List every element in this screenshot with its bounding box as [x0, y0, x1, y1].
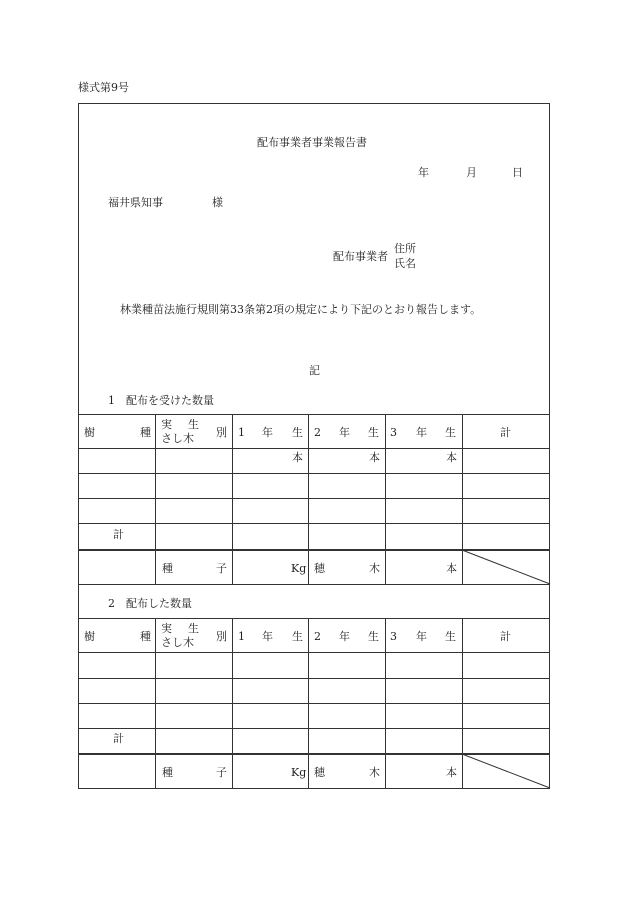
- s1-scion-label-1: 穂: [314, 562, 325, 575]
- s2-header-year3-num: 3: [390, 630, 397, 643]
- name-label: 氏名: [394, 257, 416, 270]
- s2-header-year2-nen: 年: [339, 630, 350, 643]
- s2-header-type-top-1: 実: [161, 622, 172, 635]
- s1-header-type-top-1: 実: [161, 418, 172, 431]
- s1-header-type-bottom: さし木: [161, 432, 194, 445]
- section2-heading: 2 配布した数量: [108, 597, 192, 610]
- applicant-label: 配布事業者: [333, 250, 388, 263]
- s2-header-year2-sei: 生: [368, 630, 379, 643]
- s2-header-year3-nen: 年: [416, 630, 427, 643]
- s1-vline-4: [385, 414, 386, 584]
- s1-header-year1-nen: 年: [262, 426, 273, 439]
- s2-header-type-bottom: さし木: [161, 636, 194, 649]
- s1-line-bottom: [78, 584, 550, 585]
- s2-header-year1-num: 1: [238, 630, 245, 643]
- date-month-label: 月: [466, 166, 477, 179]
- s1-header-species-2: 種: [140, 426, 151, 439]
- s1-header-species: 樹: [84, 426, 95, 439]
- s1-vline-1: [155, 414, 156, 584]
- s1-vline-2: [232, 414, 233, 584]
- s1-unit-year3: 本: [446, 451, 457, 464]
- s2-line-top: [78, 618, 550, 619]
- s1-seed-unit: Kg: [291, 562, 307, 575]
- s1-header-year1-num: 1: [238, 426, 245, 439]
- s2-vline-1: [155, 618, 156, 788]
- s2-scion-unit: 本: [446, 766, 457, 779]
- addressee-name: 福井県知事: [108, 196, 163, 209]
- s1-header-year3-nen: 年: [416, 426, 427, 439]
- s2-header-type-top-3: 別: [216, 630, 227, 643]
- date-day-label: 日: [512, 166, 523, 179]
- s2-header-year3-sei: 生: [445, 630, 456, 643]
- address-label: 住所: [394, 242, 416, 255]
- s1-header-year2-nen: 年: [339, 426, 350, 439]
- s2-vline-3: [308, 618, 309, 788]
- s1-seed-label-2: 子: [216, 562, 227, 575]
- s1-line-top: [78, 414, 550, 415]
- s2-line-row3: [78, 728, 550, 729]
- s2-seed-unit: Kg: [291, 766, 307, 779]
- s1-header-type-top-3: 別: [216, 426, 227, 439]
- document-title: 配布事業者事業報告書: [257, 136, 367, 149]
- form-number: 様式第9号: [78, 81, 129, 94]
- s2-vline-4: [385, 618, 386, 788]
- s2-row-total-label: 計: [113, 732, 124, 745]
- s1-scion-label-2: 木: [369, 562, 380, 575]
- s1-header-total: 計: [500, 426, 511, 439]
- body-text: 林業種苗法施行規則第33条第2項の規定により下記のとおり報告します。: [120, 303, 482, 316]
- s2-header-total: 計: [500, 630, 511, 643]
- s1-line-row3: [78, 523, 550, 524]
- s2-header-species: 樹: [84, 630, 95, 643]
- s2-header-year1-sei: 生: [292, 630, 303, 643]
- s2-vline-2: [232, 618, 233, 788]
- s1-unit-year1: 本: [292, 451, 303, 464]
- ki-label: 記: [309, 364, 320, 377]
- s1-unit-year2: 本: [369, 451, 380, 464]
- s2-line-header-bottom: [78, 652, 550, 653]
- date-year-label: 年: [418, 166, 429, 179]
- s1-vline-3: [308, 414, 309, 584]
- s2-scion-label-1: 穂: [314, 766, 325, 779]
- s2-diagonal-slash: [462, 754, 550, 788]
- s1-header-type-top-2: 生: [188, 418, 199, 431]
- s2-header-year1-nen: 年: [262, 630, 273, 643]
- s1-seed-label-1: 種: [162, 562, 173, 575]
- s1-diagonal-slash: [462, 550, 550, 584]
- s1-line-row1: [78, 473, 550, 474]
- s2-seed-label-1: 種: [162, 766, 173, 779]
- s1-line-header-bottom: [78, 448, 550, 449]
- s2-header-type-top-2: 生: [188, 622, 199, 635]
- s2-header-species-2: 種: [140, 630, 151, 643]
- s2-line-row1: [78, 678, 550, 679]
- s1-scion-unit: 本: [446, 562, 457, 575]
- s1-header-year2-num: 2: [314, 426, 321, 439]
- s1-header-year3-sei: 生: [445, 426, 456, 439]
- s1-line-row2: [78, 498, 550, 499]
- section1-heading: 1 配布を受けた数量: [108, 394, 214, 407]
- s2-header-year2-num: 2: [314, 630, 321, 643]
- s2-line-row2: [78, 703, 550, 704]
- s2-seed-label-2: 子: [216, 766, 227, 779]
- s1-header-year3-num: 3: [390, 426, 397, 439]
- s2-scion-label-2: 木: [369, 766, 380, 779]
- s1-header-year2-sei: 生: [368, 426, 379, 439]
- addressee-honorific: 様: [212, 196, 223, 209]
- s1-header-year1-sei: 生: [292, 426, 303, 439]
- s1-row-total-label: 計: [113, 528, 124, 541]
